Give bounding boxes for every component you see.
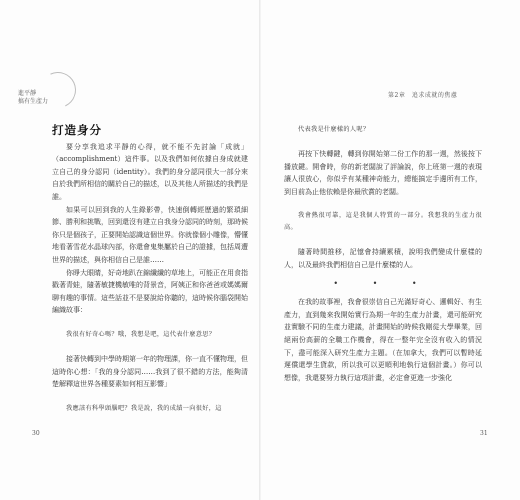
page-number-right: 31 [480,430,488,437]
inner-thought-quote: 代表我是什麼樣的人呢？ [298,126,370,133]
section-title: 打造身分 [52,123,102,137]
right-page [284,124,482,384]
right-running-head: 第2章 追求成就的焦慮 [388,92,458,99]
running-head-line-1: 進平靜 [18,90,37,97]
page-number-left: 30 [32,430,40,437]
paragraph: 如果可以回到我的人生錄影帶，快速倒轉經歷過的繁瑣細節、勝利和挑戰，回到還沒有建立自我身分認同的時刻，那時候你只是個孩子，正要開始認識這個世界。你就像個小雕像，懵懂地看著雪花水晶球內部，你還會鬼集屬於自己的證據，包括周遭世界的描述，與你相信自己是誰…… [52,205,248,264]
paragraph: 接著快轉到中學時期第一年的物理課，你一直不懂物理，但這時你心想：「我的身分認同……我到了很不錯的方法，能夠清楚解釋這世界各種要素如何相互影響」 [52,354,248,389]
left-page [52,124,248,415]
running-head-line-2: 搞有生產力 [18,98,49,105]
inner-thought-quote: 我應該有科學頭腦吧？我是說，我的成績一向很好，這 [66,404,222,412]
book-gutter [259,0,261,500]
paragraph: 再按下快轉鍵，轉到你開始第二份工作的那一週，然後按下播放鍵。開會時，你的新老闆說了評論說，你上班第一週的表現讓人很放心，你似乎有某種神奇能力，總能搞定手邊所有工作，到目前為止他依賴是你最欣賞的老闆。 [284,150,482,196]
paragraph: 在我的故事裡，我會很崇信自己光滿好奇心、邏輯好、有生產力，直到幾來我開始實行為期一年的生產力計畫，還可能研究並實驗不同的生產力建議，計畫開始的時候我剛從大學畢業，回絕兩份高薪的全職工作機會，得在一整年完全沒有收入的情況下，盡可能深入研究生產力主題。（在加拿大，我們可以暫時延遲償還學生貸款，所以我可以更順利地執行這個計畫。）你可以想像，我還要努力執行這項計畫，必定會更進一步強化 [284,298,482,382]
inner-thought-quote: 我很有好奇心嗎？哦，我想是吧，這代表什麼意思？ [66,330,216,338]
section-break-dots: • • • [333,278,433,288]
paragraph: 要分享我追求平靜的心得，就不能不先討論「成就」（accomplishment）這件事。以及我們如何依據自身成就建立自己的身分認同（identity）。我們的身分認同很大一部分來自於我們所相信的關於自己的描述，以及其他人所描述的我們是誰。 [52,142,248,201]
paragraph: 你睜大眼睛，好奇地趴在錦纖纖的草地上，可能正在用食指戳著青蛙，隨著敏捷機敏唯的背景音，阿姨正和你爸爸或媽媽爾聊有趣的事情。這些話並不是要說給你聽的，這時候你腦袋開始編織故事： [52,268,248,315]
inner-thought-quote: 我會熱很可靠，這是我個人特質的一部分。我想我的生產力很高。 [284,212,482,232]
paragraph: 隨著時間推移，記憶會持續累積，說明我們變成什麼樣的人，以及最終我們相信自己是什麼樣的人。 [284,248,482,269]
left-running-head [18,90,48,106]
